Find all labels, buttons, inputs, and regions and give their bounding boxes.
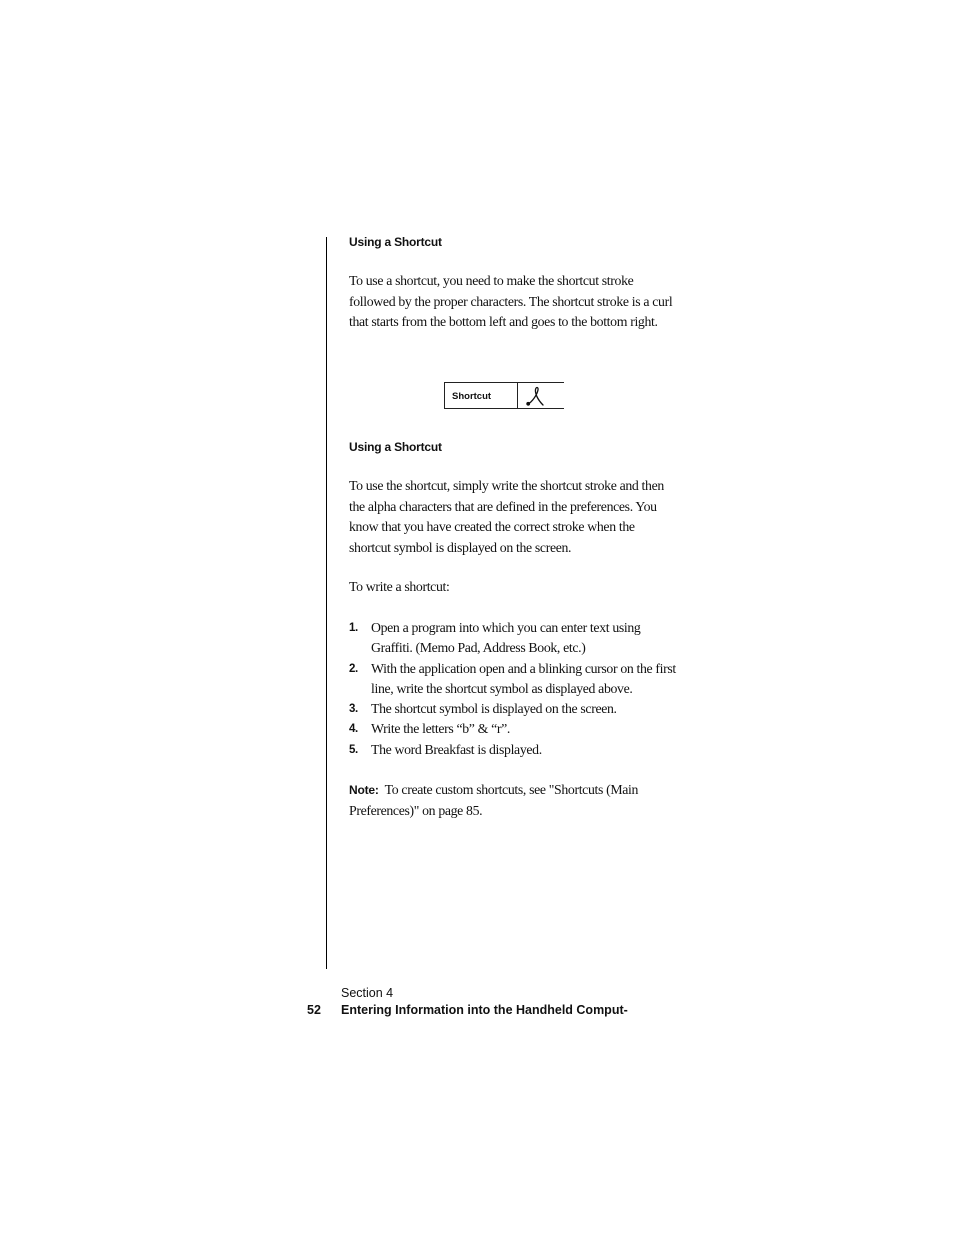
step-text: Open a program into which you can enter text using Graffiti. (Memo Pad, Address Book, etc.) bbox=[371, 620, 641, 656]
figure-label: Shortcut bbox=[452, 391, 492, 402]
section-heading: Using a Shortcut bbox=[349, 235, 442, 249]
list-item bbox=[349, 719, 679, 739]
margin-rule bbox=[326, 237, 327, 969]
body-paragraph: To use a shortcut, you need to make the shortcut stroke followed by the proper characters. The shortcut stroke is a curl that starts from the bottom left and goes to the bottom right. bbox=[349, 273, 673, 329]
shortcut-stroke-icon bbox=[525, 385, 545, 407]
figure-divider bbox=[517, 382, 518, 409]
list-item bbox=[349, 618, 679, 659]
footer-section: Section 4 bbox=[341, 986, 394, 1000]
list-item bbox=[349, 699, 679, 719]
list-item bbox=[349, 740, 679, 760]
step-number: 3. bbox=[349, 703, 358, 716]
step-number: 5. bbox=[349, 743, 358, 756]
step-text: The word Breakfast is displayed. bbox=[371, 741, 542, 757]
step-number: 1. bbox=[349, 622, 358, 634]
steps-intro: To write a shortcut: bbox=[349, 579, 450, 594]
page-number: 52 bbox=[307, 1003, 321, 1017]
step-text: Write the letters “b” & “r”. bbox=[371, 721, 511, 737]
step-number: 2. bbox=[349, 662, 358, 675]
body-paragraph: To use the shortcut, simply write the shortcut stroke and then the alpha characters that are defined in the preferences. You know that you have created the correct stroke when the shortcut symbol is displayed on the screen. bbox=[349, 478, 664, 555]
step-text: The shortcut symbol is displayed on the screen. bbox=[371, 701, 617, 717]
step-number: 4. bbox=[349, 723, 358, 736]
shortcut-figure bbox=[444, 382, 564, 409]
footer-title: Entering Information into the Handheld Comput- bbox=[341, 1003, 628, 1017]
section-heading: Using a Shortcut bbox=[349, 440, 442, 454]
note-label: Note: bbox=[349, 783, 379, 797]
step-text: With the application open and a blinking cursor on the first line, write the shortcut symbol as displayed above. bbox=[371, 660, 676, 696]
note-paragraph bbox=[349, 780, 679, 821]
note-text: To create custom shortcuts, see "Shortcuts (Main Preferences)" on page 85. bbox=[349, 782, 639, 818]
list-item bbox=[349, 659, 679, 700]
steps-list bbox=[349, 618, 679, 760]
